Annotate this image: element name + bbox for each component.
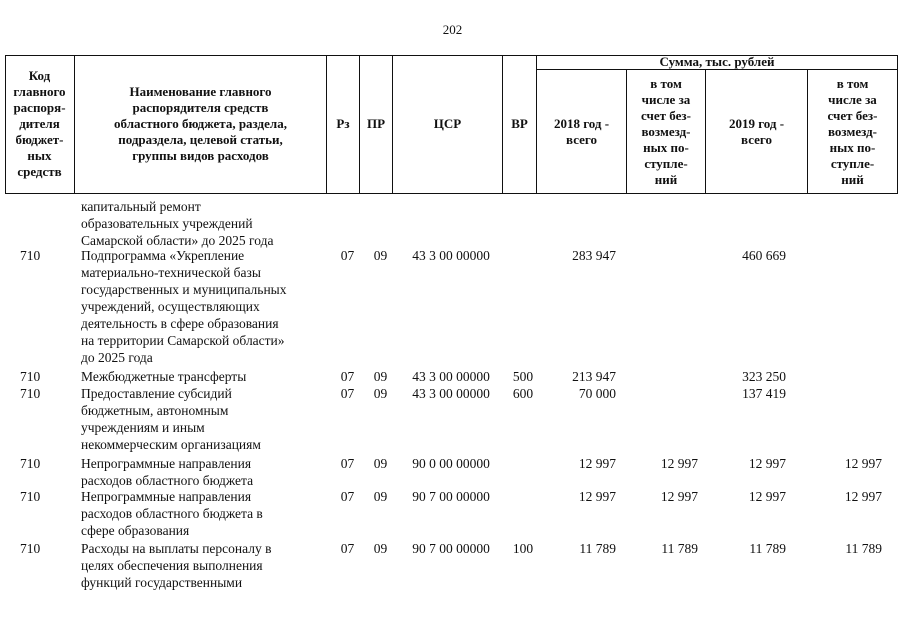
row-pr: 09 [373,489,388,504]
row-2018-free: 12 997 [660,489,698,504]
row-2018-total: 12 997 [578,489,616,504]
header-vr: ВР [511,116,528,131]
row-2019-total: 137 419 [742,386,786,401]
row-csr: 43 3 00 00000 [412,386,490,401]
row-rz: 07 [340,541,355,556]
row-csr: 90 0 00 00000 [412,456,490,471]
row-pr: 09 [373,456,388,471]
header-rz: Рз [336,116,350,131]
row-code: 710 [20,489,41,504]
row-2018-total: 70 000 [578,386,616,401]
row-rz: 07 [340,248,355,263]
header-2018-free: в том числе за счет без- возмезд- ных по- ступле- ний [641,75,691,187]
row-2019-total: 12 997 [748,489,786,504]
row-rz: 07 [340,369,355,384]
header-sum: Сумма, тыс. рублей [659,54,775,69]
col-rule [897,55,898,194]
row-vr: 500 [512,369,534,384]
row-2019-total: 12 997 [748,456,786,471]
header-code: Код главного распоря- дителя бюджет- ных средств [13,68,66,179]
row-pr: 09 [373,541,388,556]
header-2019-free: в том числе за счет без- возмезд- ных по- ступле- ний [827,75,878,187]
row-2018-total: 11 789 [579,541,616,556]
row-2019-total: 323 250 [742,369,786,384]
header-2019-total: 2019 год - всего [728,115,785,147]
header-csr: ЦСР [433,116,462,131]
header-name: Наименование главного распорядителя средств областного бюджета, раздела, подраздела, целевой статьи, группы видов расходов [114,84,287,163]
page-number: 202 [442,22,463,37]
header-2018-total: 2018 год - всего [553,115,610,147]
row-code: 710 [20,386,41,401]
row-2018-total: 213 947 [572,369,616,384]
row-2018-total: 283 947 [572,248,616,263]
row-vr: 100 [512,541,534,556]
row-name: Межбюджетные трансферты [81,369,247,384]
row-csr: 43 3 00 00000 [412,369,490,384]
row-2018-free: 12 997 [660,456,698,471]
row-2019-total: 460 669 [742,248,786,263]
row-code: 710 [20,248,41,263]
row-2019-total: 11 789 [749,541,786,556]
row-vr: 600 [512,386,534,401]
row-name: Подпрограмма «Укрепление материально-технической базы государственных и муниципальных учреждений, осуществляющих деятельность в сфере образования на территории Самарской области» до 2025 года [81,248,287,365]
header-pr: ПР [366,116,386,131]
row-2019-free: 12 997 [844,456,882,471]
row-name: капитальный ремонт образовательных учреждений Самарской области» до 2025 года [81,199,274,248]
row-csr: 90 7 00 00000 [412,541,490,556]
header-bottom-rule [5,193,898,194]
row-rz: 07 [340,386,355,401]
row-code: 710 [20,456,41,471]
row-2018-free: 11 789 [661,541,698,556]
row-name: Непрограммные направления расходов областного бюджета в сфере образования [81,489,263,538]
row-name: Предоставление субсидий бюджетным, автономным учреждениям и иным некоммерческим организациям [81,386,261,452]
row-name: Расходы на выплаты персоналу в целях обеспечения выполнения функций государственными [81,541,272,590]
row-2019-free: 12 997 [844,489,882,504]
row-2018-total: 12 997 [578,456,616,471]
row-pr: 09 [373,386,388,401]
row-csr: 90 7 00 00000 [412,489,490,504]
row-pr: 09 [373,369,388,384]
row-2019-free: 11 789 [845,541,882,556]
row-csr: 43 3 00 00000 [412,248,490,263]
row-code: 710 [20,369,41,384]
row-code: 710 [20,541,41,556]
row-rz: 07 [340,456,355,471]
row-name: Непрограммные направления расходов областного бюджета [81,456,254,488]
row-pr: 09 [373,248,388,263]
table-header [5,55,898,194]
row-rz: 07 [340,489,355,504]
